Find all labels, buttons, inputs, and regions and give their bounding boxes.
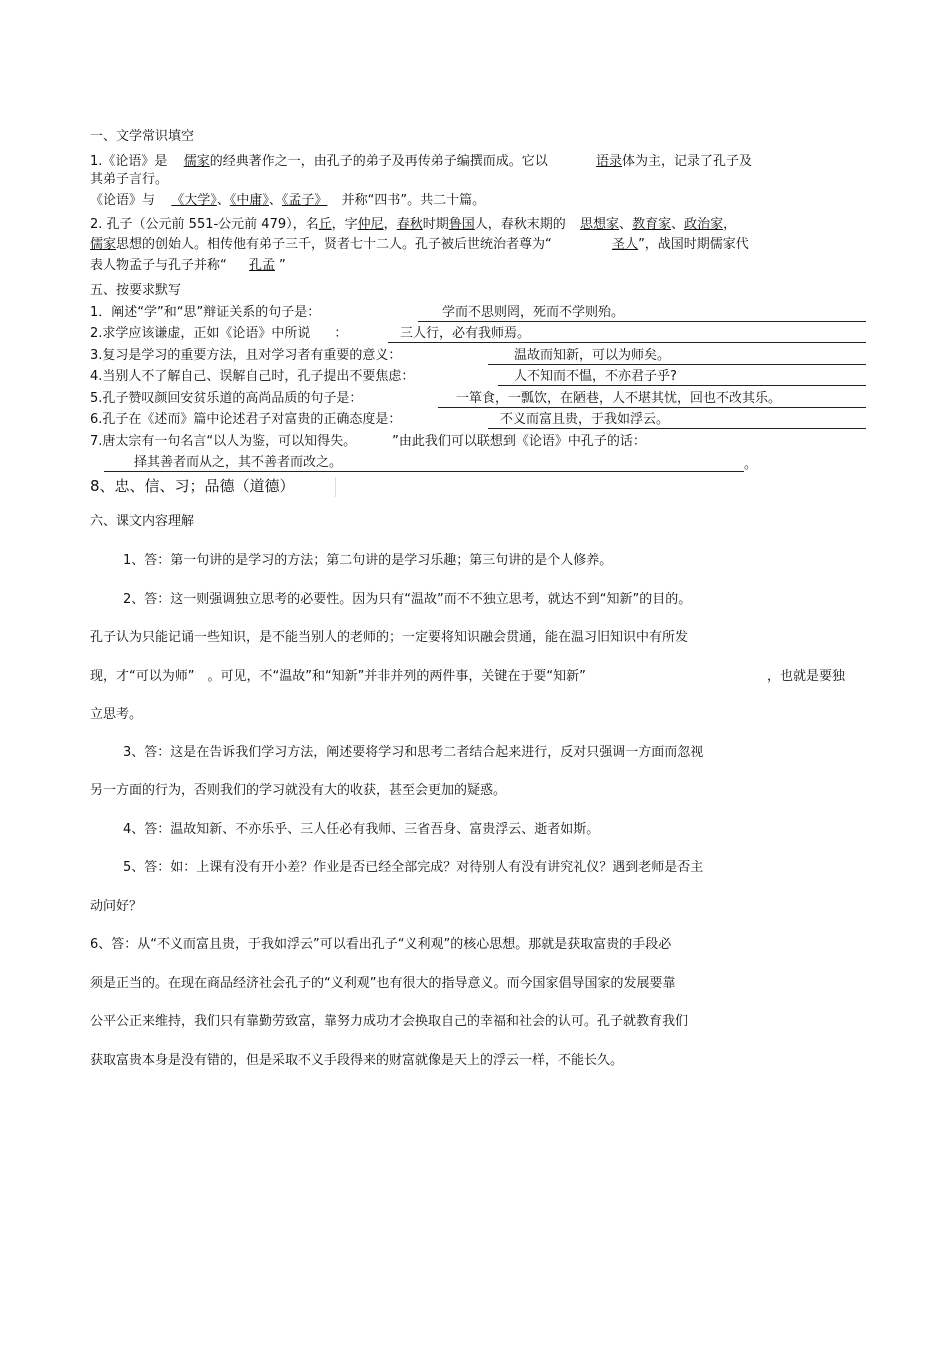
q2-answer-jiaoyujia: 教育家 (632, 217, 672, 232)
q2-text: 人，春秋末期的 (474, 217, 566, 232)
q1-text: 、 (268, 193, 282, 208)
q2-answer-sixiangjia: 思想家 (580, 217, 620, 232)
s6-answer-6: 6、答：从“不义而富且贵，于我如浮云”可以看出孔子“义利观”的核心思想。那就是获取富贵的手段必 (90, 937, 672, 952)
s5-q4-question: 4.当别人不了解自己、误解自己时，孔子提出不要焦虑： (90, 369, 415, 384)
s6-answer-6-cont: 公平公正来维持，我们只有靠勤劳致富，靠努力成功才会换取自己的幸福和社会的认可。孔子就教育我们 (90, 1014, 689, 1029)
s5-q1-answer-text: 学而不思则罔，死而不学则殆。 (442, 305, 625, 320)
s5-q5-answer (438, 390, 866, 408)
q2-text: ” (279, 258, 286, 273)
q2-line-2 (90, 236, 749, 254)
q2-text: ， (383, 217, 397, 232)
s5-q1-answer (418, 304, 866, 322)
q2-text: 时期 (422, 217, 449, 232)
s5-q5-question: 5.孔子赞叹颜回安贫乐道的高尚品质的句子是： (90, 391, 363, 406)
q1-line-3 (90, 192, 485, 210)
q1-line-1 (90, 153, 752, 171)
s5-q3-answer-text: 温故而知新，可以为师矣。 (514, 348, 671, 363)
s6-answer-5: 5、答：如：上课有没有开小差？作业是否已经全部完成？对待别人有没有讲究礼仪？遇到老师是否主 (123, 860, 704, 875)
s6-answer-3-cont: 另一方面的行为，否则我们的学习就没有大的收获，甚至会更加的疑惑。 (90, 783, 507, 798)
s6-answer-6-cont: 须是正当的。在现在商品经济社会孔子的“义利观”也有很大的指导意义。而今国家倡导国家的发展要靠 (90, 976, 676, 991)
s5-q7-answer (104, 454, 744, 472)
s5-q3-question: 3.复习是学习的重要方法，且对学习者有重要的意义： (90, 348, 402, 363)
s5-q3-answer (488, 347, 866, 365)
q2-answer-rujia: 儒家 (90, 237, 117, 252)
s6-answer-5-cont: 动问好？ (90, 899, 143, 914)
s6-answer-1: 1、答：第一句讲的是学习的方法；第二句讲的是学习乐趣；第三句讲的是个人修养。 (123, 553, 613, 568)
q2-answer-luguo: 鲁国 (448, 217, 475, 232)
s5-q2-answer (388, 325, 866, 343)
section-5-heading: 五、按要求默写 (90, 283, 182, 298)
q1-text: 的经典著作之一，由孔子的弟子及再传弟子编撰而成。它以 (209, 154, 548, 169)
s6-answer-3: 3、答：这是在告诉我们学习方法，阐述要将学习和思考二者结合起来进行，反对只强调一方面而忽视 (123, 745, 704, 760)
s5-q1-question: 1．阐述“学”和“思”辩证关系的句子是： (90, 305, 321, 320)
s5-q7-text: 7.唐太宗有一句名言“以人为鉴，可以知得失。 (90, 434, 357, 449)
section-1-heading: 一、文学常识填空 (90, 129, 195, 144)
section-6-heading: 六、课文内容理解 (90, 514, 195, 529)
q2-text: ，字 (331, 217, 358, 232)
q2-text: ”，战国时期儒家代 (638, 237, 749, 252)
s5-q6-answer (488, 411, 866, 429)
s5-q7-answer-text: 择其善者而从之，其不善者而改之。 (134, 455, 343, 470)
q2-text: 表人物孟子与孔子并称“ (90, 258, 227, 273)
s5-q7-question (90, 433, 646, 451)
q1-answer-daxue: 《大学》 (171, 193, 217, 208)
q2-line-1 (90, 216, 736, 234)
q2-answer-chunqiu: 春秋 (396, 217, 423, 232)
s5-q2-answer-text: 三人行，必有我师焉。 (400, 326, 531, 341)
q2-text: 、 (619, 217, 633, 232)
s5-q4-answer (498, 368, 866, 386)
q2-answer-zhengzhijia: 政治家 (684, 217, 724, 232)
s5-q6-question: 6.孔子在《述而》篇中论述君子对富贵的正确态度是： (90, 412, 402, 427)
s5-q4-answer-text: 人不知而不愠，不亦君子乎? (514, 369, 677, 384)
q1-text: 、 (216, 193, 230, 208)
q1-line-2: 其弟子言行。 (90, 172, 169, 187)
q2-answer-kongmeng: 孔孟 (249, 258, 276, 273)
divider (335, 477, 336, 497)
q1-text: 《论语》与 (90, 193, 156, 208)
q2-text: 2. 孔子（公元前 551-公元前 479），名 (90, 217, 319, 232)
s5-q5-answer-text: 一箪食，一瓢饮，在陋巷，人不堪其忧，回也不改其乐。 (456, 391, 782, 406)
q1-answer-yulu: 语录 (596, 154, 623, 169)
q2-answer-shengren: 圣人 (612, 237, 639, 252)
s6-answer-2-cont: ，也就是要独 (767, 669, 846, 684)
q2-line-3 (90, 257, 286, 275)
q1-text: 并称“四书”。共二十篇。 (341, 193, 486, 208)
s6-answer-4: 4、答：温故知新、不亦乐乎、三人任必有我师、三省吾身、富贵浮云、逝者如斯。 (123, 822, 600, 837)
q2-answer-zhongni: 仲尼 (357, 217, 384, 232)
q1-answer-zhongyong: 《中庸》 (229, 193, 269, 208)
q1-answer-mengzi: 《孟子》 (281, 193, 328, 208)
s6-answer-2-cont: 孔子认为只能记诵一些知识，是不能当别人的老师的；一定要将知识融会贯通，能在温习旧知识中有所发 (90, 630, 689, 645)
s6-answer-2: 2、答：这一则强调独立思考的必要性。因为只有“温故”而不不独立思考，就达不到“知新”的目的。 (123, 592, 692, 607)
s5-q2-colon: ： (334, 326, 348, 341)
s5-q2-text: 2.求学应该谦虚，正如《论语》中所说 (90, 326, 311, 341)
q2-text: 思想的创始人。相传他有弟子三千，贤者七十二人。孔子被后世统治者尊为“ (116, 237, 552, 252)
s5-q8-answer: 8、忠、信、习；品德（道德） (90, 477, 295, 495)
q2-text: ， (723, 217, 737, 232)
s5-q2-question (90, 325, 347, 343)
q2-answer-qiu: 丘 (318, 217, 332, 232)
q1-text: 体为主，记录了孔子及 (622, 154, 753, 169)
s6-answer-2-cont: 立思考。 (90, 707, 143, 722)
q2-text: 、 (671, 217, 685, 232)
s6-answer-6-cont: 获取富贵本身是没有错的，但是采取不义手段得来的财富就像是天上的浮云一样，不能长久。 (90, 1053, 624, 1068)
s6-answer-2-cont: 现，才“可以为师” 。可见，不“温故”和“知新”并非并列的两件事，关键在于要“知新” (90, 669, 586, 684)
s5-q7-text: ”由此我们可以联想到《论语》中孔子的话： (392, 434, 646, 449)
q1-text: 1.《论语》是 (90, 154, 168, 169)
q1-answer-ruja: 儒家 (183, 154, 210, 169)
s5-q6-answer-text: 不义而富且贵，于我如浮云。 (500, 412, 670, 427)
s5-q7-period: 。 (744, 457, 758, 472)
